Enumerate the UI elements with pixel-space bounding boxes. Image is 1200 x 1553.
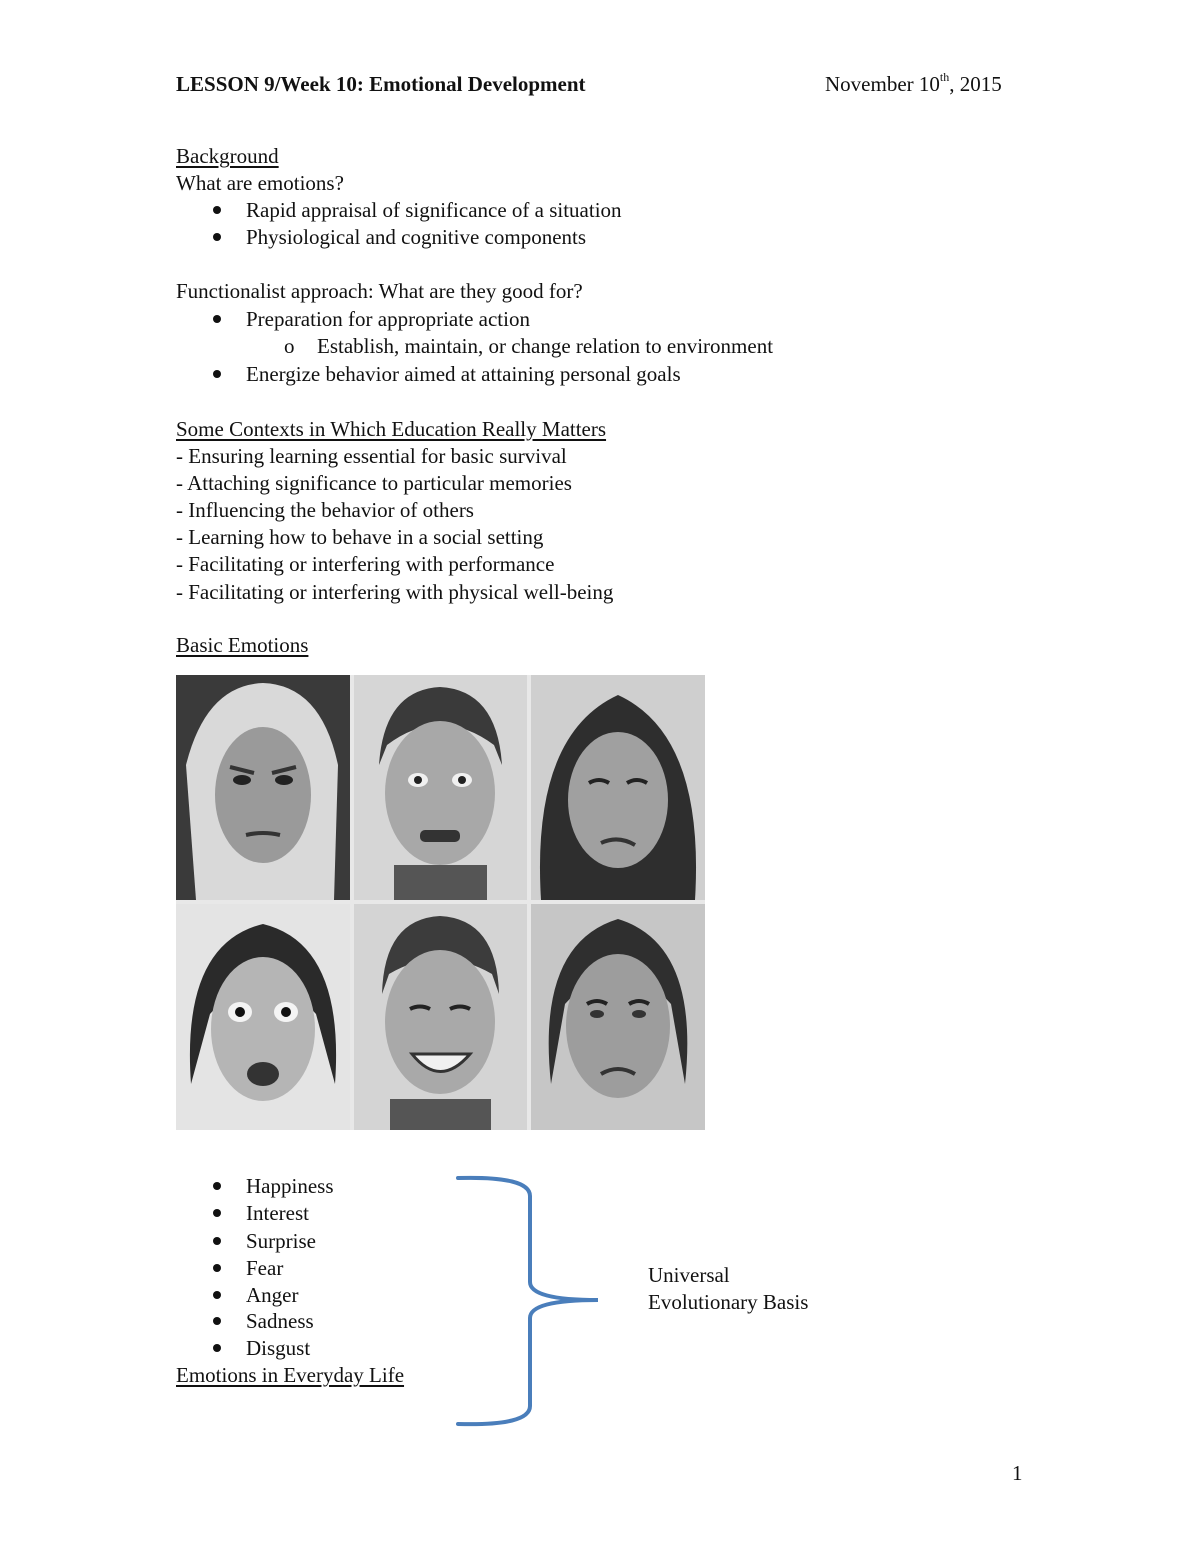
background-bullet-2: Physiological and cognitive components bbox=[246, 225, 587, 249]
functionalist-bullet-1: Preparation for appropriate action bbox=[246, 307, 530, 331]
functionalist-sub-bullet: Establish, maintain, or change relation to environment bbox=[317, 334, 774, 358]
brace-label-line-2: Evolutionary Basis bbox=[648, 1290, 809, 1314]
bullet-marker bbox=[213, 370, 221, 378]
face-photo-happiness bbox=[354, 904, 527, 1130]
bullet-marker bbox=[213, 1291, 221, 1299]
page-number: 1 bbox=[1012, 1461, 1023, 1485]
facial-expressions-photo-grid bbox=[176, 675, 705, 1130]
date-prefix: November 10 bbox=[825, 72, 940, 96]
everyday-heading: Emotions in Everyday Life bbox=[176, 1363, 405, 1387]
emotion-item: Sadness bbox=[246, 1309, 314, 1333]
curly-brace-icon bbox=[450, 1170, 610, 1432]
basic-emotions-heading: Basic Emotions bbox=[176, 633, 309, 657]
emotion-item: Anger bbox=[246, 1283, 299, 1307]
face-photo-surprise bbox=[176, 904, 350, 1130]
face-photo-anger bbox=[176, 675, 350, 900]
face-photo-sadness bbox=[531, 904, 705, 1130]
brace-label-line-1: Universal bbox=[648, 1263, 730, 1287]
emotion-item: Disgust bbox=[246, 1336, 311, 1360]
bullet-marker bbox=[213, 1182, 221, 1190]
bullet-marker bbox=[213, 1317, 221, 1325]
bullet-marker bbox=[213, 1237, 221, 1245]
functionalist-bullet-2: Energize behavior aimed at attaining personal goals bbox=[246, 362, 681, 386]
contexts-item: - Influencing the behavior of others bbox=[176, 498, 474, 522]
contexts-item: - Facilitating or interfering with performance bbox=[176, 552, 555, 576]
face-photo-fear bbox=[354, 675, 527, 900]
background-question: What are emotions? bbox=[176, 171, 344, 195]
background-heading: Background bbox=[176, 144, 279, 168]
emotion-item: Surprise bbox=[246, 1229, 316, 1253]
contexts-item: - Facilitating or interfering with physical well-being bbox=[176, 580, 614, 604]
lesson-title: LESSON 9/Week 10: Emotional Development bbox=[176, 72, 586, 96]
contexts-item: - Attaching significance to particular memories bbox=[176, 471, 572, 495]
bullet-marker bbox=[213, 1209, 221, 1217]
contexts-heading: Some Contexts in Which Education Really Matters bbox=[176, 417, 607, 441]
emotion-item: Interest bbox=[246, 1201, 309, 1225]
emotion-item: Fear bbox=[246, 1256, 284, 1280]
bullet-marker bbox=[213, 233, 221, 241]
contexts-item: - Ensuring learning essential for basic survival bbox=[176, 444, 567, 468]
date-suffix: , 2015 bbox=[949, 72, 1002, 96]
sub-bullet-marker: o bbox=[284, 334, 295, 358]
contexts-item: - Learning how to behave in a social setting bbox=[176, 525, 544, 549]
lesson-date bbox=[825, 71, 1002, 98]
bullet-marker bbox=[213, 1264, 221, 1272]
functionalist-heading: Functionalist approach: What are they good for? bbox=[176, 279, 583, 303]
background-bullet-1: Rapid appraisal of significance of a situation bbox=[246, 198, 622, 222]
date-superscript: th bbox=[939, 70, 950, 84]
bullet-marker bbox=[213, 315, 221, 323]
bullet-marker bbox=[213, 206, 221, 214]
bullet-marker bbox=[213, 1344, 221, 1352]
emotion-item: Happiness bbox=[246, 1174, 334, 1198]
face-photo-disgust bbox=[531, 675, 705, 900]
